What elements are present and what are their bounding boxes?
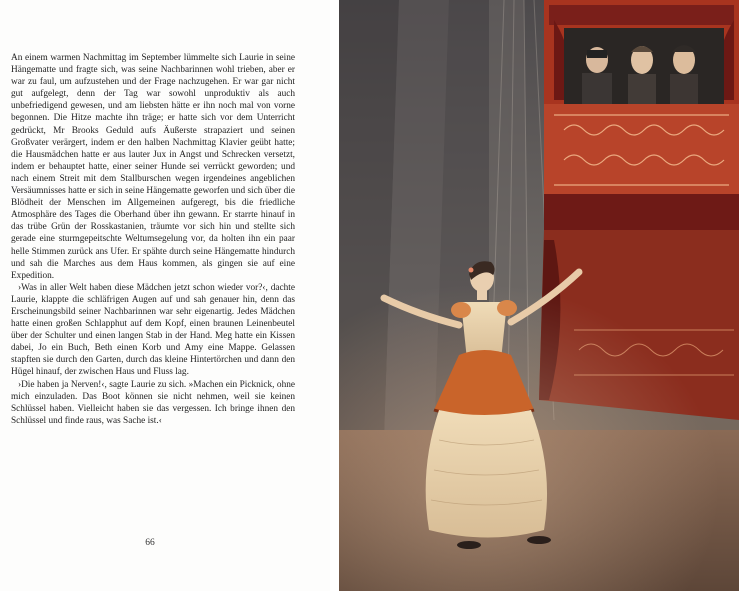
- body-text: [11, 52, 295, 427]
- spectator-box: [544, 0, 739, 230]
- page-number: 66: [145, 538, 155, 548]
- spectator-right: [670, 45, 698, 104]
- stage-illustration: [339, 0, 739, 591]
- text-page: [0, 0, 330, 591]
- paragraph-2: ›Was in aller Welt haben diese Mädchen jetzt schon wieder vor?‹, dachte Laurie, klappte die schläfrigen Augen auf und sah genauer hin, denn das Erscheinungsbild seiner Nachbarinnen war sehr eigenartig. Jedes Mädchen hatte einen großen Schlapphut auf dem Kopf, einen braunen Leinenbeutel über der Schulter und einen langen Stab in der Hand. Meg hatte ein Kissen dabei, Jo ein Buch, Beth einen Korb und Amy eine Mappe. Gelassen stapften sie durch den Garten, durch das kleine Hintertörchen und dann den Hügel hinauf, der zwischen Haus und Fluss lag.: [11, 282, 295, 378]
- spectator-middle: [628, 46, 656, 104]
- illustration: [339, 0, 739, 591]
- paragraph-3: ›Die haben ja Nerven!‹, sagte Laurie zu sich. »Machen ein Picknick, ohne mich einzuladen. Das Boot können sie nicht nehmen, weil sie keinen Schlüssel haben. Vielleicht haben sie das vergessen. Ich bringe ihnen den Schlüssel und finde raus, was Sache ist.‹: [11, 379, 295, 426]
- paragraph-1: An einem warmen Nachmittag im September lümmelte sich Laurie in seine Hängematte und fragte sich, was seine Nachbarinnen wohl trieben, aber er war zu faul, um aufzustehen und der Frage nachzugehen. Er war gar nicht gut aufgelegt, denn der Tag war sowohl unproduktiv als auch unbefriedigend gewesen, und am liebsten hätte er ihn noch mal von vorne begonnen. Die Hitze machte ihn träge; er hatte sich vor dem Unterricht gedrückt, Mr Brooks Geduld aufs Äußerste strapaziert und seinen Großvater verärgert, indem er den halben Nachmittag Klavier geübt hatte; die Hausmädchen hatte er aus lauter Jux in Angst und Schrecken versetzt, indem er behauptet hatte, einer seiner Hunde sei verrückt geworden; und nach einem Streit mit dem Stallburschen wegen irgendeines angeblichen Versäumnisses hatte er sich in seine Hängematte geworfen und sich über die Blödheit der Menschen im Allgemeinen aufgeregt, bis die friedliche Atmosphäre des Tages die Oberhand über ihn gewann. Er starrte hinauf in das trübe Grün der Rosskastanien, träumte vor sich hin und stellte sich gerade eine sturmgepeitschte Weltumsegelung vor, da holten ihn ein paar helle Stimmen zurück ans Ufer. Er spähte durch seine Hängematte hindurch und sah die Marches aus dem Haus kommen, als gingen sie auf eine Expedition.: [11, 53, 295, 281]
